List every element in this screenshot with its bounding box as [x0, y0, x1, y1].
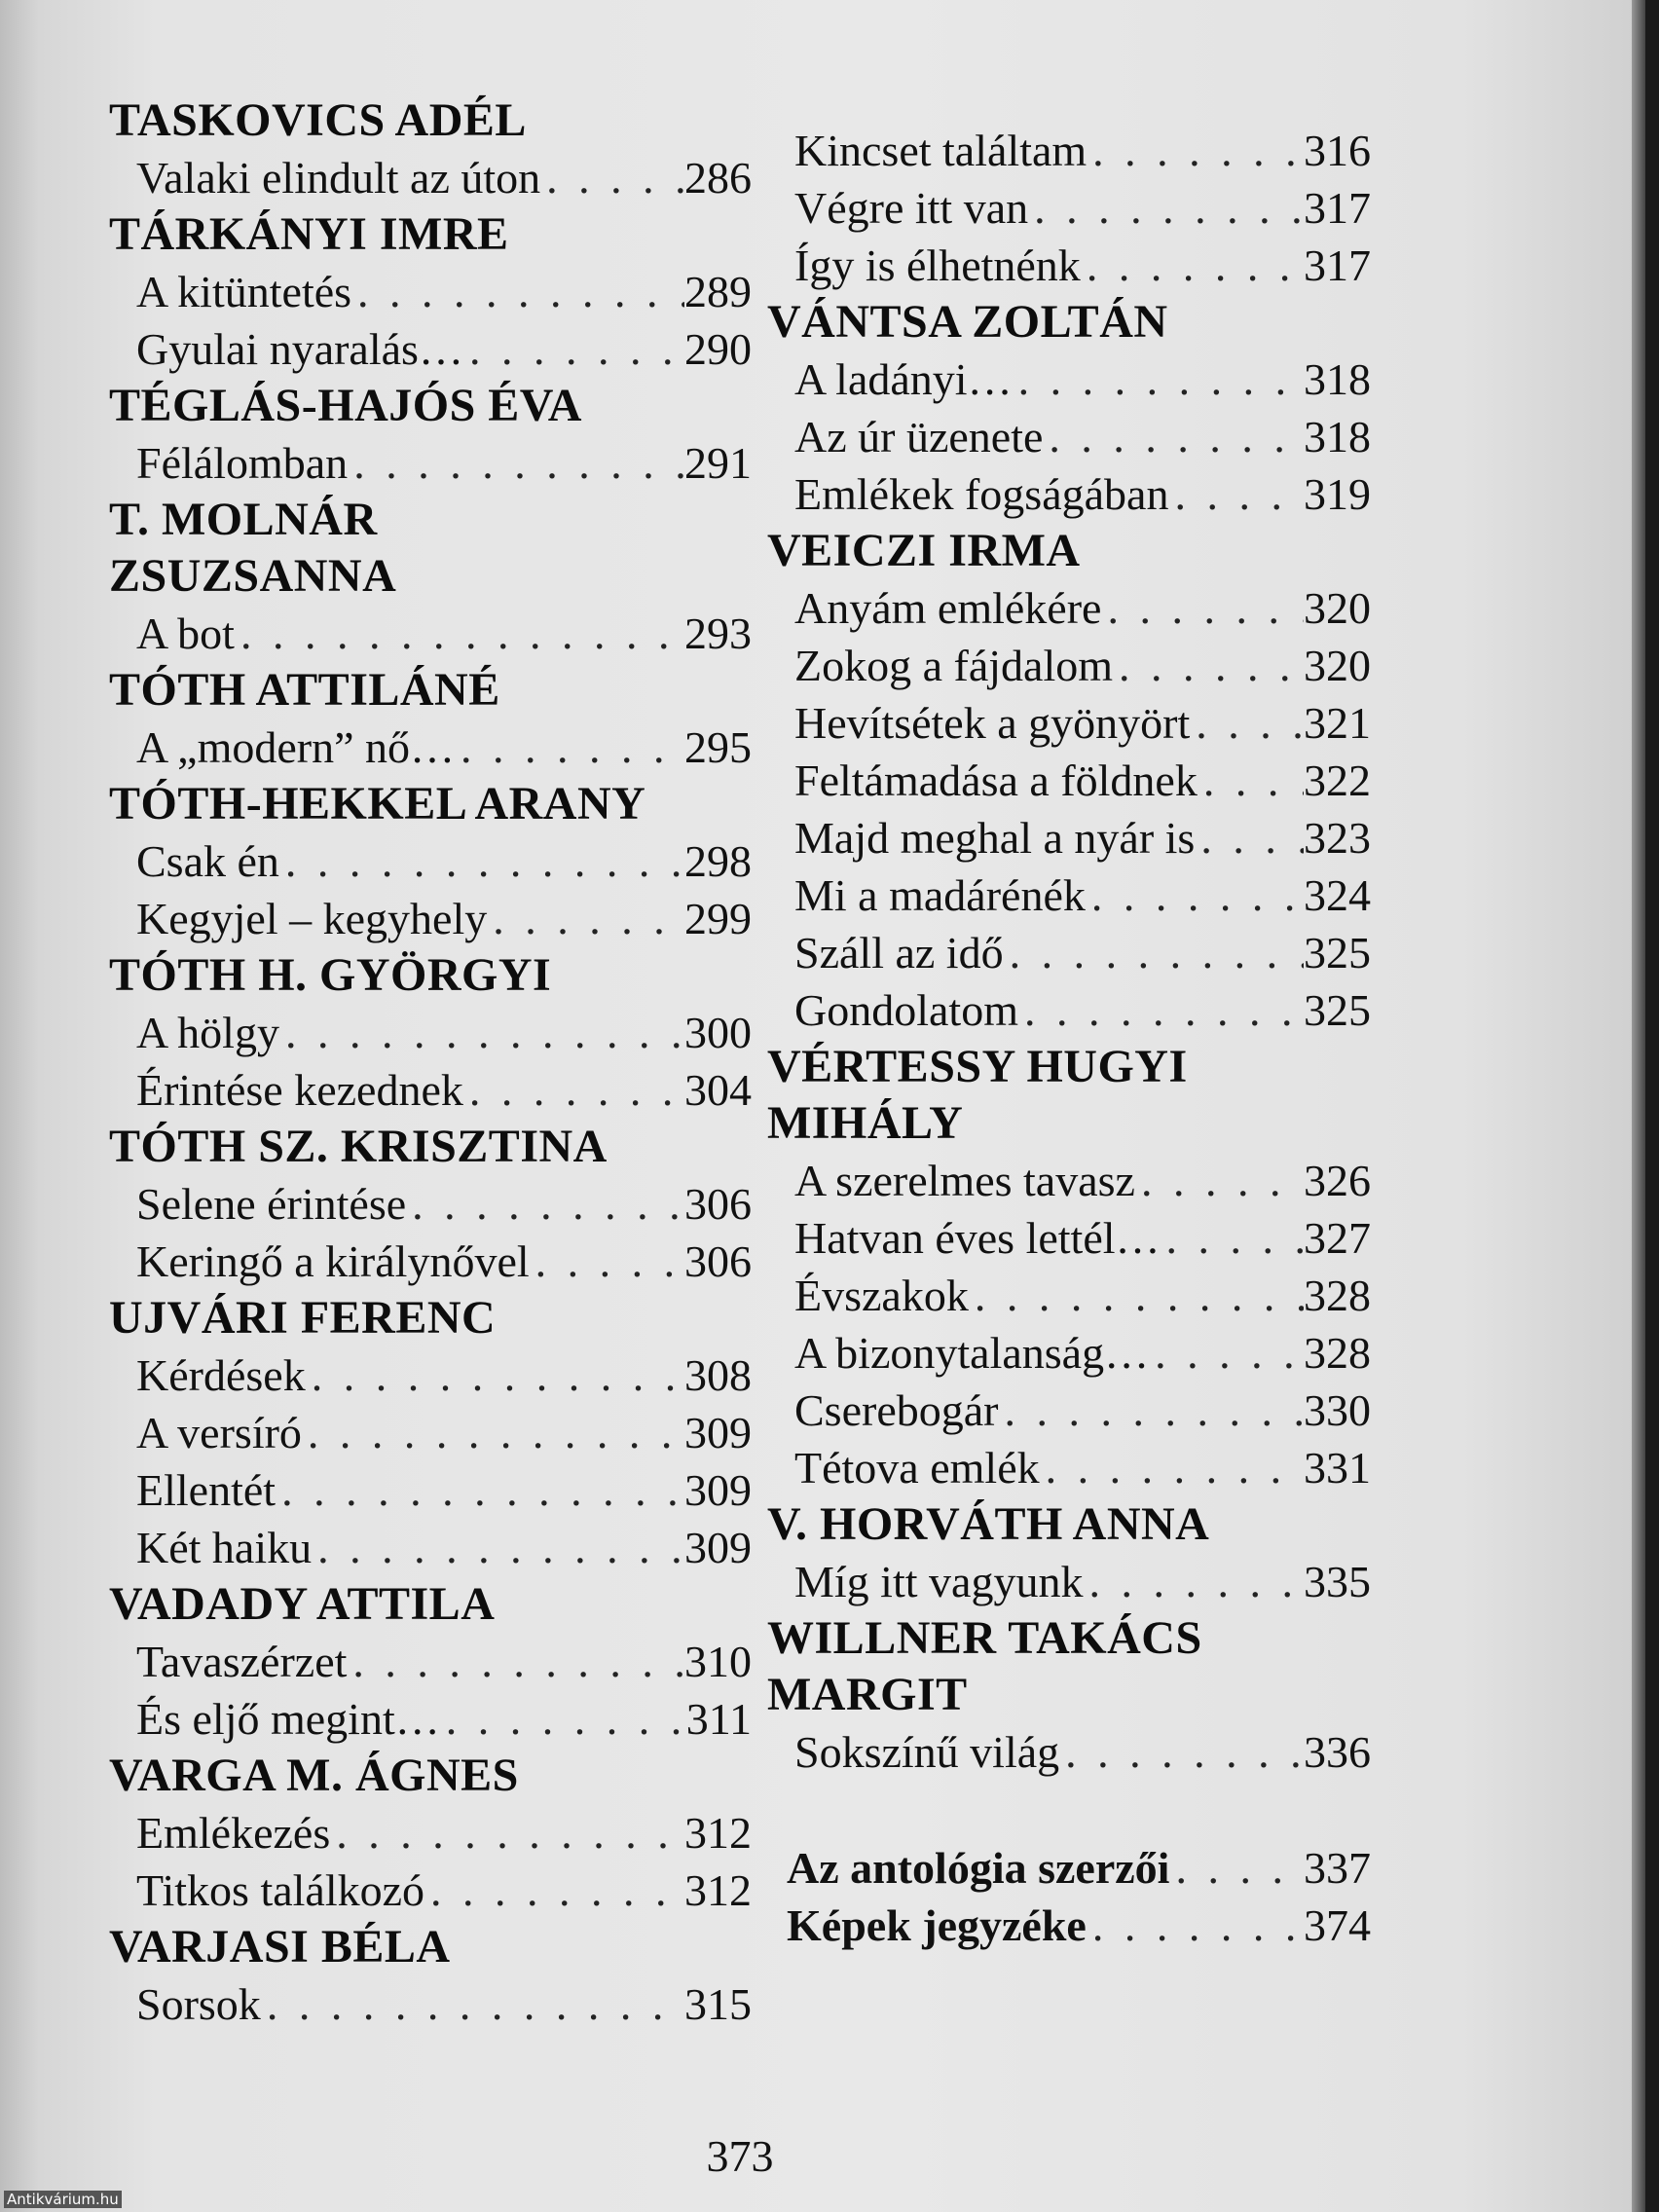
dot-leader [1149, 1324, 1304, 1382]
entry-page-number: 325 [1304, 985, 1371, 1035]
author-heading: VEICZI IRMA [767, 525, 1081, 576]
toc-entry [109, 263, 752, 320]
entry-title: Kegyjel – kegyhely [136, 894, 488, 943]
entry-title: Végre itt van [794, 183, 1029, 233]
author-heading: VARJASI BÉLA [109, 1921, 451, 1972]
toc-entry [767, 1324, 1371, 1382]
entry-title: A bot [136, 608, 235, 658]
dot-leader [1043, 408, 1304, 465]
entry-page-number: 328 [1304, 1328, 1371, 1378]
dot-leader [1195, 809, 1304, 866]
dot-leader [1161, 1209, 1304, 1267]
dot-leader [1004, 924, 1304, 981]
author-heading: MIHÁLY [767, 1097, 964, 1149]
entry-page-number: 315 [684, 1979, 752, 2029]
entry-page-number: 320 [1304, 641, 1371, 690]
entry-page-number: 336 [1304, 1727, 1371, 1777]
toc-entry [767, 809, 1371, 866]
dot-leader [406, 1175, 684, 1233]
entry-title: Az antológia szerzői [787, 1843, 1170, 1893]
dot-leader [998, 1382, 1304, 1439]
entry-page-number: 374 [1304, 1900, 1371, 1950]
entry-page-number: 299 [684, 894, 752, 943]
author-heading: TASKOVICS ADÉL [109, 94, 527, 146]
entry-page-number: 308 [684, 1350, 752, 1400]
dot-leader [351, 263, 684, 320]
toc-left-column [109, 92, 752, 2033]
entry-page-number: 300 [684, 1008, 752, 1057]
entry-title: Az úr üzenete [794, 412, 1044, 461]
author-heading: TÓTH-HEKKEL ARANY [109, 778, 646, 830]
dot-leader [1028, 179, 1304, 237]
entry-page-number: 289 [684, 267, 752, 316]
dot-leader [276, 1461, 684, 1519]
entry-page-number: 316 [1304, 126, 1371, 175]
toc-entry [767, 1439, 1371, 1496]
dot-leader [487, 890, 684, 947]
toc-entry [767, 122, 1371, 179]
entry-page-number: 322 [1304, 756, 1371, 805]
entry-title: A bizonytalanság… [794, 1328, 1150, 1378]
entry-page-number: 306 [684, 1236, 752, 1286]
entry-title: Gondolatom [794, 985, 1018, 1035]
author-heading: VÉRTESSY HUGYI [767, 1041, 1188, 1092]
watermark: Antikvárium.hu [4, 2191, 122, 2208]
author-heading: TÉGLÁS-HAJÓS ÉVA [109, 380, 582, 431]
dot-leader [279, 832, 684, 890]
entry-title: Képek jegyzéke [787, 1900, 1087, 1950]
entry-page-number: 318 [1304, 354, 1371, 404]
toc-entry [767, 637, 1371, 694]
entry-page-number: 325 [1304, 928, 1371, 977]
entry-title: Tétova emlék [794, 1443, 1040, 1493]
dot-leader [463, 1061, 684, 1119]
toc-entry [767, 866, 1371, 924]
entry-title: Anyám emlékére [794, 583, 1102, 633]
entry-page-number: 330 [1304, 1385, 1371, 1435]
entry-page-number: 318 [1304, 412, 1371, 461]
toc-entry [109, 1862, 752, 1919]
entry-page-number: 295 [684, 722, 752, 772]
entry-page-number: 317 [1304, 240, 1371, 290]
author-heading: TÓTH ATTILÁNÉ [109, 664, 500, 716]
dot-leader [540, 149, 684, 206]
toc-entry [109, 719, 752, 776]
entry-title: Félálomban [136, 438, 349, 488]
entry-title: A versíró [136, 1408, 302, 1457]
entry-page-number: 331 [1304, 1443, 1371, 1493]
entry-page-number: 337 [1304, 1843, 1371, 1893]
dot-leader [1198, 752, 1304, 809]
entry-title: Hatvan éves lettél… [794, 1213, 1161, 1263]
entry-page-number: 286 [684, 153, 752, 203]
entry-title: A kitüntetés [136, 267, 352, 316]
author-heading: WILLNER TAKÁCS [767, 1612, 1202, 1664]
entry-page-number: 312 [684, 1865, 752, 1915]
dot-leader [1018, 981, 1304, 1039]
entry-title: Cserebogár [794, 1385, 999, 1435]
entry-page-number: 326 [1304, 1156, 1371, 1205]
toc-entry [109, 1633, 752, 1690]
dot-leader [1083, 1553, 1304, 1610]
entry-page-number: 309 [684, 1408, 752, 1457]
entry-title: Évszakok [794, 1271, 969, 1320]
author-heading: TÓTH SZ. KRISZTINA [109, 1121, 608, 1172]
entry-page-number: 319 [1304, 469, 1371, 519]
dot-leader [302, 1404, 684, 1461]
entry-title: Száll az idő [794, 928, 1004, 977]
author-heading: VÁNTSA ZOLTÁN [767, 296, 1168, 348]
dot-leader [235, 605, 684, 662]
toc-entry [109, 605, 752, 662]
toc-entry [767, 924, 1371, 981]
author-heading: TÁRKÁNYI IMRE [109, 208, 509, 260]
dot-leader [1135, 1152, 1304, 1209]
dot-leader [1087, 122, 1304, 179]
entry-title: Míg itt vagyunk [794, 1557, 1084, 1606]
entry-page-number: 306 [684, 1179, 752, 1229]
toc-entry [767, 1553, 1371, 1610]
entry-title: Két haiku [136, 1523, 313, 1572]
dot-leader [1113, 637, 1304, 694]
entry-title: Majd meghal a nyár is [794, 813, 1196, 863]
entry-title: A szerelmes tavasz [794, 1156, 1135, 1205]
entry-title: Titkos találkozó [136, 1865, 425, 1915]
author-heading: VARGA M. ÁGNES [109, 1750, 519, 1801]
dot-leader [1081, 237, 1304, 294]
entry-title: Sorsok [136, 1979, 261, 2029]
entry-title: Gyulai nyaralás… [136, 324, 463, 374]
toc-entry [109, 320, 752, 378]
entry-page-number: 298 [684, 836, 752, 886]
entry-title: Zokog a fájdalom [794, 641, 1114, 690]
toc-entry [767, 179, 1371, 237]
toc-entry [767, 1382, 1371, 1439]
entry-title: Érintése kezednek [136, 1065, 463, 1115]
dot-leader [1169, 1839, 1304, 1897]
entry-page-number: 309 [684, 1465, 752, 1515]
entry-page-number: 323 [1304, 813, 1371, 863]
entry-title: Hevítsétek a gyönyört [794, 698, 1191, 748]
toc-entry [109, 1519, 752, 1576]
entry-page-number: 311 [685, 1694, 752, 1744]
toc-entry [767, 1209, 1371, 1267]
author-heading: T. MOLNÁR [109, 494, 378, 545]
entry-title: Kérdések [136, 1350, 306, 1400]
author-heading: UJVÁRI FERENC [109, 1292, 497, 1344]
entry-page-number: 309 [684, 1523, 752, 1572]
entry-page-number: 321 [1304, 698, 1371, 748]
toc-section-entry [767, 1839, 1371, 1897]
entry-title: Így is élhetnénk [794, 240, 1081, 290]
entry-title: Keringő a királynővel [136, 1236, 530, 1286]
toc-entry [109, 1804, 752, 1862]
entry-page-number: 312 [684, 1808, 752, 1858]
toc-entry [767, 237, 1371, 294]
dot-leader [969, 1267, 1304, 1324]
dot-leader [1086, 866, 1304, 924]
entry-title: A hölgy [136, 1008, 279, 1057]
entry-page-number: 327 [1304, 1213, 1371, 1263]
dot-leader [1190, 694, 1304, 752]
dot-leader [312, 1519, 684, 1576]
entry-page-number: 320 [1304, 583, 1371, 633]
toc-entry [767, 579, 1371, 637]
toc-entry [109, 1233, 752, 1290]
dot-leader [348, 434, 684, 492]
entry-page-number: 293 [684, 608, 752, 658]
toc-entry [109, 1975, 752, 2033]
dot-leader [424, 1862, 684, 1919]
entry-page-number: 290 [684, 324, 752, 374]
entry-title: Ellentét [136, 1465, 276, 1515]
toc-entry [767, 1723, 1371, 1781]
dot-leader [1059, 1723, 1304, 1781]
dot-leader [455, 719, 684, 776]
entry-title: És eljő megint… [136, 1694, 440, 1744]
page-edge-shadow [1632, 0, 1645, 2212]
entry-page-number: 335 [1304, 1557, 1371, 1606]
toc-entry [109, 1004, 752, 1061]
toc-entry [109, 832, 752, 890]
toc-entry [109, 149, 752, 206]
toc-right-column [767, 122, 1371, 1954]
dot-leader [347, 1633, 684, 1690]
toc-entry [109, 1690, 752, 1748]
dot-leader [440, 1690, 686, 1748]
toc-entry [767, 350, 1371, 408]
toc-entry [767, 1152, 1371, 1209]
dot-leader [1168, 465, 1304, 523]
entry-title: A ladányi… [794, 354, 1013, 404]
entry-title: Mi a madárénék [794, 870, 1086, 920]
dot-leader [1013, 350, 1304, 408]
entry-title: Valaki elindult az úton [136, 153, 541, 203]
entry-title: Tavaszérzet [136, 1637, 348, 1686]
entry-title: A „modern” nő… [136, 722, 456, 772]
toc-section-entry [767, 1897, 1371, 1954]
spacer [767, 1781, 1371, 1839]
entry-page-number: 317 [1304, 183, 1371, 233]
entry-title: Selene érintése [136, 1179, 407, 1229]
dot-leader [279, 1004, 684, 1061]
toc-entry [767, 694, 1371, 752]
dot-leader [306, 1346, 684, 1404]
entry-title: Sokszínű világ [794, 1727, 1060, 1777]
entry-page-number: 291 [684, 438, 752, 488]
toc-entry [109, 434, 752, 492]
dot-leader [1087, 1897, 1304, 1954]
toc-entry [767, 752, 1371, 809]
page-number: 373 [706, 2131, 774, 2181]
toc-entry [767, 1267, 1371, 1324]
toc-entry [109, 1061, 752, 1119]
entry-title: Feltámadása a földnek [794, 756, 1198, 805]
entry-page-number: 328 [1304, 1271, 1371, 1320]
toc-entry [109, 1404, 752, 1461]
entry-title: Kincset találtam [794, 126, 1088, 175]
author-heading: TÓTH H. GYÖRGYI [109, 949, 552, 1001]
dot-leader [330, 1804, 684, 1862]
entry-title: Csak én [136, 836, 279, 886]
entry-page-number: 324 [1304, 870, 1371, 920]
entry-title: Emlékek fogságában [794, 469, 1169, 519]
toc-entry [109, 1346, 752, 1404]
dot-leader [1101, 579, 1304, 637]
dot-leader [1040, 1439, 1304, 1496]
entry-page-number: 304 [684, 1065, 752, 1115]
author-heading: VADADY ATTILA [109, 1578, 496, 1630]
toc-entry [109, 1175, 752, 1233]
entry-title: Emlékezés [136, 1808, 331, 1858]
author-heading: V. HORVÁTH ANNA [767, 1498, 1210, 1550]
toc-entry [767, 981, 1371, 1039]
author-heading: ZSUZSANNA [109, 550, 397, 602]
author-heading: MARGIT [767, 1669, 968, 1720]
toc-entry [767, 408, 1371, 465]
toc-entry [767, 465, 1371, 523]
toc-entry [109, 1461, 752, 1519]
toc-entry [109, 890, 752, 947]
entry-page-number: 310 [684, 1637, 752, 1686]
dot-leader [261, 1975, 684, 2033]
dot-leader [530, 1233, 684, 1290]
dot-leader [463, 320, 684, 378]
